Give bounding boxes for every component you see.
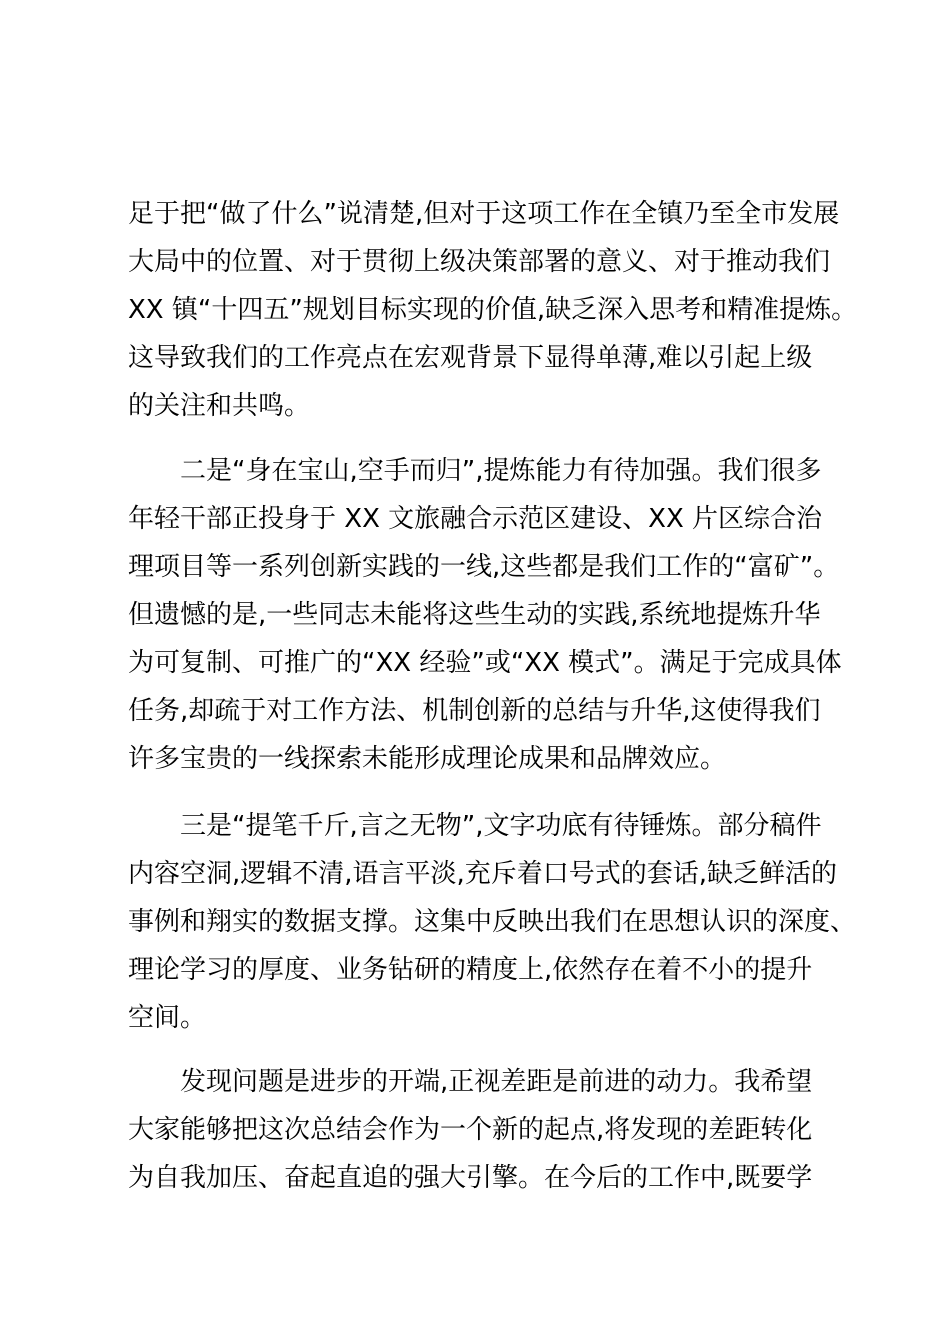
paragraph-3: [128, 802, 857, 1042]
paragraph-3-line-2: 内容空洞,逻辑不清,语言平淡,充斥着口号式的套话,缺乏鲜活的: [128, 859, 838, 889]
paragraph-2-line-2: 年轻干部正投身于 XX 文旅融合示范区建设、XX 片区综合治: [128, 504, 823, 534]
paragraph-1-line-1: 足于把“做了什么”说清楚,但对于这项工作在全镇乃至全市发展: [128, 199, 840, 229]
paragraph-4-line-2: 大家能够把这次总结会作为一个新的起点,将发现的差距转化: [128, 1115, 813, 1145]
paragraph-3-line-4: 理论学习的厚度、业务钻研的精度上,依然存在着不小的提升: [128, 955, 813, 985]
paragraph-4: [128, 1058, 828, 1202]
paragraph-4-line-3: 为自我加压、奋起直追的强大引擎。在今后的工作中,既要学: [128, 1163, 813, 1193]
paragraph-1-line-2: 大局中的位置、对于贯彻上级决策部署的意义、对于推动我们: [128, 247, 831, 277]
paragraph-1-line-5: 的关注和共鸣。: [128, 391, 311, 421]
paragraph-3-line-5: 空间。: [128, 1003, 207, 1033]
paragraph-1: [128, 190, 858, 430]
paragraph-2-line-5: 为可复制、可推广的“XX 经验”或“XX 模式”。满足于完成具体: [128, 648, 842, 678]
paragraph-4-line-1: 发现问题是进步的开端,正视差距是前进的动力。我希望: [180, 1067, 813, 1097]
paragraph-2-line-7: 许多宝贵的一线探索未能形成理论成果和品牌效应。: [128, 744, 727, 774]
paragraph-3-line-1: 三是“提笔千斤,言之无物”,文字功底有待锤炼。部分稿件: [180, 811, 822, 841]
paragraph-2-line-4: 但遗憾的是,一些同志未能将这些生动的实践,系统地提炼升华: [128, 600, 821, 630]
paragraph-1-line-3: XX 镇“十四五”规划目标实现的价值,缺乏深入思考和精准提炼。: [128, 295, 858, 325]
paragraph-3-line-3: 事例和翔实的数据支撑。这集中反映出我们在思想认识的深度、: [128, 907, 857, 937]
paragraph-2: [128, 447, 842, 783]
paragraph-1-line-4: 这导致我们的工作亮点在宏观背景下显得单薄,难以引起上级: [128, 343, 813, 373]
paragraph-2-line-1: 二是“身在宝山,空手而归”,提炼能力有待加强。我们很多: [180, 456, 822, 486]
paragraph-2-line-6: 任务,却疏于对工作方法、机制创新的总结与升华,这使得我们: [128, 696, 821, 726]
paragraph-2-line-3: 理项目等一系列创新实践的一线,这些都是我们工作的“富矿”。: [128, 552, 840, 582]
